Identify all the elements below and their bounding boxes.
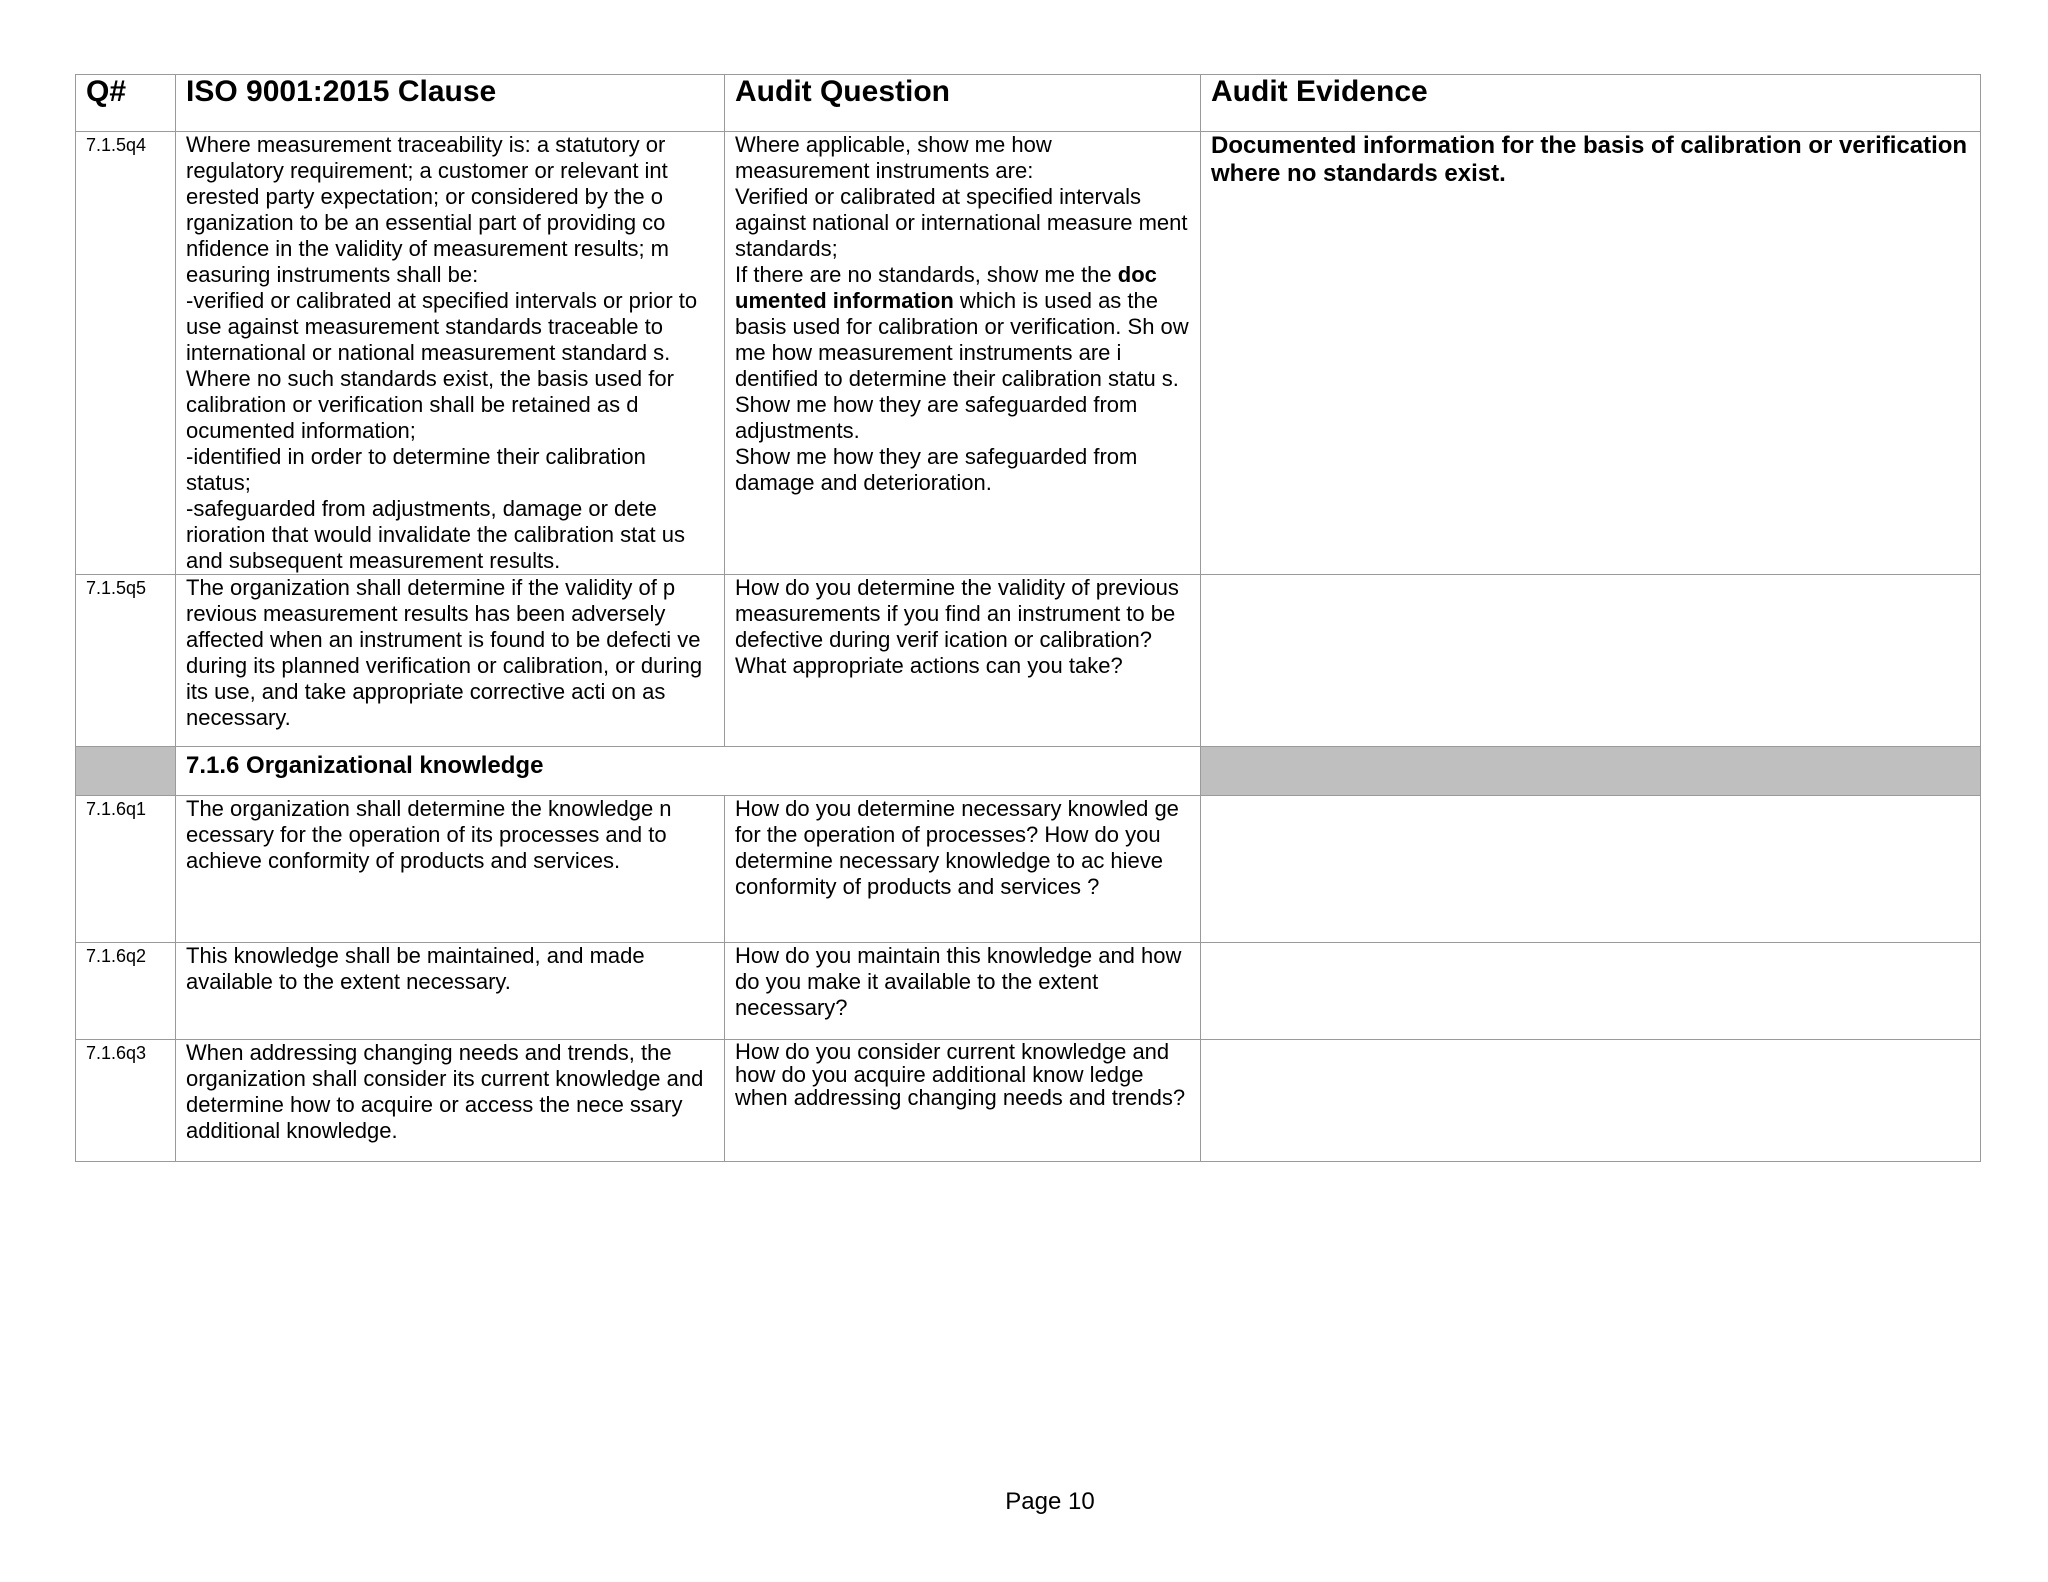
section-row [76,747,1981,796]
page-number: Page 10 [1005,1488,1095,1515]
header-qnum: Q# [76,75,176,132]
q-number: 7.1.5q4 [76,132,176,575]
question-text: which is used as the basis used for calibration or verification. Sh ow me how measurement instruments are i dentified to determine their calibration statu s. Show me how they are safeguarded from adjustments. Show me how they are safeguarded from damage and deterioration. [735,288,1189,495]
clause-text: The organization shall determine if the validity of p revious measurement results has been adversely affected when an instrument is found to be defecti ve during its planned verification or calibration, or during its use, and take appropriate corrective acti on as necessary. [176,575,725,747]
audit-question: How do you maintain this knowledge and how do you make it available to the extent necessary? [725,943,1201,1040]
clause-text: When addressing changing needs and trends, the organization shall consider its current knowledge and determine how to acquire or access the nece ssary additional knowledge. [176,1040,725,1162]
audit-evidence [1201,796,1981,943]
header-evidence: Audit Evidence [1201,75,1981,132]
header-question: Audit Question [725,75,1201,132]
audit-question: How do you determine necessary knowled ge for the operation of processes? How do you determine necessary knowledge to ac hieve conformity of products and services ? [725,796,1201,943]
clause-text: Where measurement traceability is: a statutory or regulatory requirement; a customer or relevant int erested party expectation; or considered by the o rganization to be an essential part of providing co nfidence in the validity of measurement results; m easuring instruments shall be: -verified or calibrated at specified intervals or prior to use against measurement standards traceable to international or national measurement standard s. Where no such standards exist, the basis used for calibration or verification shall be retained as d ocumented information; -identified in order to determine their calibration status; -safeguarded from adjustments, damage or dete rioration that would invalidate the calibration stat us and subsequent measurement results. [176,132,725,575]
section-title: 7.1.6 Organizational knowledge [176,747,1201,796]
table-row [76,132,1981,575]
table-row [76,1040,1981,1162]
question-text: Where applicable, show me how measurement instruments are: Verified or calibrated at specified intervals against national or international measure ment standards; If there are no standards, show me the [735,132,1188,287]
audit-evidence [1201,943,1981,1040]
table-row [76,575,1981,747]
header-clause: ISO 9001:2015 Clause [176,75,725,132]
audit-evidence [1201,1040,1981,1162]
q-number: 7.1.6q2 [76,943,176,1040]
q-number: 7.1.6q1 [76,796,176,943]
clause-text: This knowledge shall be maintained, and made available to the extent necessary. [176,943,725,1040]
clause-text: The organization shall determine the knowledge n ecessary for the operation of its processes and to achieve conformity of products and services. [176,796,725,943]
section-spacer [76,747,176,796]
audit-question: How do you consider current knowledge and how do you acquire additional know ledge when addressing changing needs and trends? [725,1040,1201,1162]
q-number: 7.1.6q3 [76,1040,176,1162]
table-row [76,796,1981,943]
table-row [76,943,1981,1040]
audit-evidence: Documented information for the basis of calibration or verification where no standards exist. [1201,132,1981,575]
section-spacer [1201,747,1981,796]
audit-evidence [1201,575,1981,747]
audit-table [75,74,1981,1162]
audit-question: How do you determine the validity of previous measurements if you find an instrument to be defective during verif ication or calibration? What appropriate actions can you take? [725,575,1201,747]
audit-question [725,132,1201,575]
question-bold-text: doc umented information [735,262,1157,313]
table-header-row [76,75,1981,132]
q-number: 7.1.5q5 [76,575,176,747]
